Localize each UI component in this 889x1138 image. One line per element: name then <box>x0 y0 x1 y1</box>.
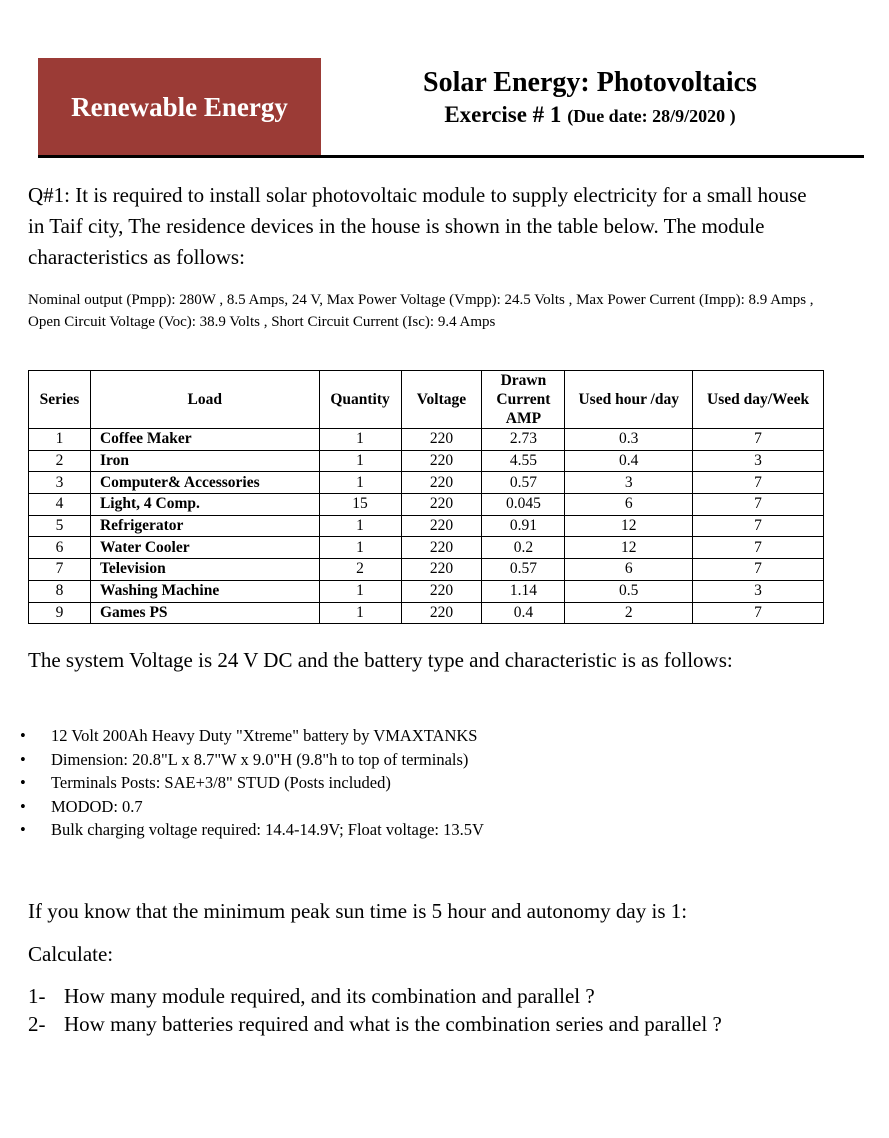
task-list <box>28 982 722 1038</box>
cell-series: 2 <box>29 450 91 472</box>
task-item <box>28 982 722 1010</box>
cell-current: 0.4 <box>482 602 565 624</box>
list-item <box>0 748 484 772</box>
cell-quantity: 1 <box>319 602 401 624</box>
header-current-line2: Current <box>496 391 551 408</box>
cell-voltage: 220 <box>401 472 482 494</box>
cell-hours: 0.4 <box>565 450 693 472</box>
bullet-icon: • <box>20 726 26 745</box>
cell-quantity: 1 <box>319 580 401 602</box>
banner-title: Renewable Energy <box>71 92 288 122</box>
cell-days: 3 <box>693 580 824 602</box>
cell-voltage: 220 <box>401 602 482 624</box>
cell-current: 0.57 <box>482 559 565 581</box>
cell-load: Iron <box>90 450 319 472</box>
cell-quantity: 1 <box>319 450 401 472</box>
list-item <box>0 724 484 748</box>
cell-series: 6 <box>29 537 91 559</box>
cell-days: 7 <box>693 559 824 581</box>
cell-voltage: 220 <box>401 537 482 559</box>
cell-hours: 12 <box>565 537 693 559</box>
table-row <box>29 602 824 624</box>
table-body <box>29 429 824 624</box>
list-item <box>0 771 484 795</box>
sun-text: If you know that the minimum peak sun time is 5 hour and autonomy day is 1: <box>28 899 688 923</box>
module-specs: Nominal output (Pmpp): 280W , 8.5 Amps, 24 V, Max Power Voltage (Vmpp): 24.5 Volts , Max Power Current (Impp): 8.9 Amps , Open Circuit Voltage (Voc): 38.9 Volts , Short Circuit Current (Isc): 9.4 Amps <box>28 292 814 330</box>
bullet-icon: • <box>20 773 26 792</box>
exercise-label: Exercise # 1 <box>444 102 562 127</box>
bullet-icon: • <box>20 749 26 769</box>
task-text: How many module required, and its combination and parallel ? <box>64 984 595 1008</box>
cell-days: 3 <box>693 450 824 472</box>
cell-days: 7 <box>693 515 824 537</box>
bullet-icon: • <box>20 796 26 816</box>
header-hours: Used hour /day <box>565 371 693 429</box>
battery-specs-list <box>0 724 484 842</box>
cell-voltage: 220 <box>401 580 482 602</box>
cell-voltage: 220 <box>401 559 482 581</box>
cell-current: 0.045 <box>482 494 565 516</box>
exercise-line <box>330 100 850 131</box>
table-header-row <box>29 371 824 429</box>
cell-quantity: 1 <box>319 515 401 537</box>
bullet-text: MODOD: 0.7 <box>51 796 143 816</box>
cell-voltage: 220 <box>401 429 482 451</box>
cell-load: Computer& Accessories <box>90 472 319 494</box>
cell-days: 7 <box>693 602 824 624</box>
cell-series: 4 <box>29 494 91 516</box>
bullet-text: Bulk charging voltage required: 14.4-14.9V; Float voltage: 13.5V <box>51 820 484 839</box>
cell-quantity: 2 <box>319 559 401 581</box>
cell-current: 4.55 <box>482 450 565 472</box>
document-header <box>330 66 850 131</box>
cell-voltage: 220 <box>401 494 482 516</box>
cell-current: 2.73 <box>482 429 565 451</box>
header-voltage: Voltage <box>401 371 482 429</box>
cell-hours: 0.3 <box>565 429 693 451</box>
load-table <box>28 370 824 624</box>
cell-hours: 3 <box>565 472 693 494</box>
header-current-line1: Drawn <box>500 372 547 389</box>
cell-load: Light, 4 Comp. <box>90 494 319 516</box>
cell-voltage: 220 <box>401 450 482 472</box>
cell-load: Refrigerator <box>90 515 319 537</box>
task-number: 1- <box>28 984 46 1008</box>
list-item <box>0 818 484 842</box>
bullet-text: Terminals Posts: SAE+3/8" STUD (Posts included) <box>51 773 391 792</box>
cell-quantity: 15 <box>319 494 401 516</box>
list-item <box>0 795 484 819</box>
cell-load: Washing Machine <box>90 580 319 602</box>
task-text: How many batteries required and what is the combination series and parallel ? <box>64 1012 722 1036</box>
cell-days: 7 <box>693 537 824 559</box>
cell-quantity: 1 <box>319 429 401 451</box>
cell-hours: 6 <box>565 494 693 516</box>
question-text: Q#1: It is required to install solar photovoltaic module to supply electricity for a small house in Taif city, The residence devices in the house is shown in the table below. The module characteristics as follows: <box>28 183 807 269</box>
document-title: Solar Energy: Photovoltaics <box>423 67 757 98</box>
cell-load: Coffee Maker <box>90 429 319 451</box>
table-row <box>29 559 824 581</box>
cell-days: 7 <box>693 494 824 516</box>
bullet-text: 12 Volt 200Ah Heavy Duty "Xtreme" battery by VMAXTANKS <box>51 726 478 745</box>
course-banner <box>38 58 321 157</box>
table-row <box>29 580 824 602</box>
calculate-label: Calculate: <box>28 942 114 966</box>
cell-days: 7 <box>693 429 824 451</box>
cell-current: 0.2 <box>482 537 565 559</box>
header-load: Load <box>90 371 319 429</box>
cell-quantity: 1 <box>319 537 401 559</box>
cell-hours: 2 <box>565 602 693 624</box>
header-current-line3: AMP <box>505 410 542 427</box>
table-row <box>29 429 824 451</box>
table-row <box>29 515 824 537</box>
cell-voltage: 220 <box>401 515 482 537</box>
header-current <box>482 371 565 429</box>
system-text: The system Voltage is 24 V DC and the battery type and characteristic is as follows: <box>28 648 733 672</box>
header-series: Series <box>29 371 91 429</box>
header-days: Used day/Week <box>693 371 824 429</box>
cell-load: Games PS <box>90 602 319 624</box>
table-row <box>29 472 824 494</box>
header-quantity: Quantity <box>319 371 401 429</box>
cell-current: 0.91 <box>482 515 565 537</box>
cell-current: 0.57 <box>482 472 565 494</box>
cell-days: 7 <box>693 472 824 494</box>
table-row <box>29 450 824 472</box>
due-date: (Due date: 28/9/2020 ) <box>567 106 736 126</box>
bullet-icon: • <box>20 820 26 839</box>
cell-current: 1.14 <box>482 580 565 602</box>
header-divider <box>38 155 864 158</box>
cell-hours: 0.5 <box>565 580 693 602</box>
cell-quantity: 1 <box>319 472 401 494</box>
task-item <box>28 1010 722 1038</box>
bullet-text: Dimension: 20.8"L x 8.7"W x 9.0"H (9.8"h to top of terminals) <box>51 749 469 769</box>
table-row <box>29 494 824 516</box>
table-row <box>29 537 824 559</box>
cell-series: 3 <box>29 472 91 494</box>
cell-series: 5 <box>29 515 91 537</box>
cell-series: 9 <box>29 602 91 624</box>
cell-series: 1 <box>29 429 91 451</box>
cell-load: Television <box>90 559 319 581</box>
task-number: 2- <box>28 1012 46 1036</box>
cell-hours: 6 <box>565 559 693 581</box>
cell-hours: 12 <box>565 515 693 537</box>
cell-load: Water Cooler <box>90 537 319 559</box>
cell-series: 8 <box>29 580 91 602</box>
cell-series: 7 <box>29 559 91 581</box>
